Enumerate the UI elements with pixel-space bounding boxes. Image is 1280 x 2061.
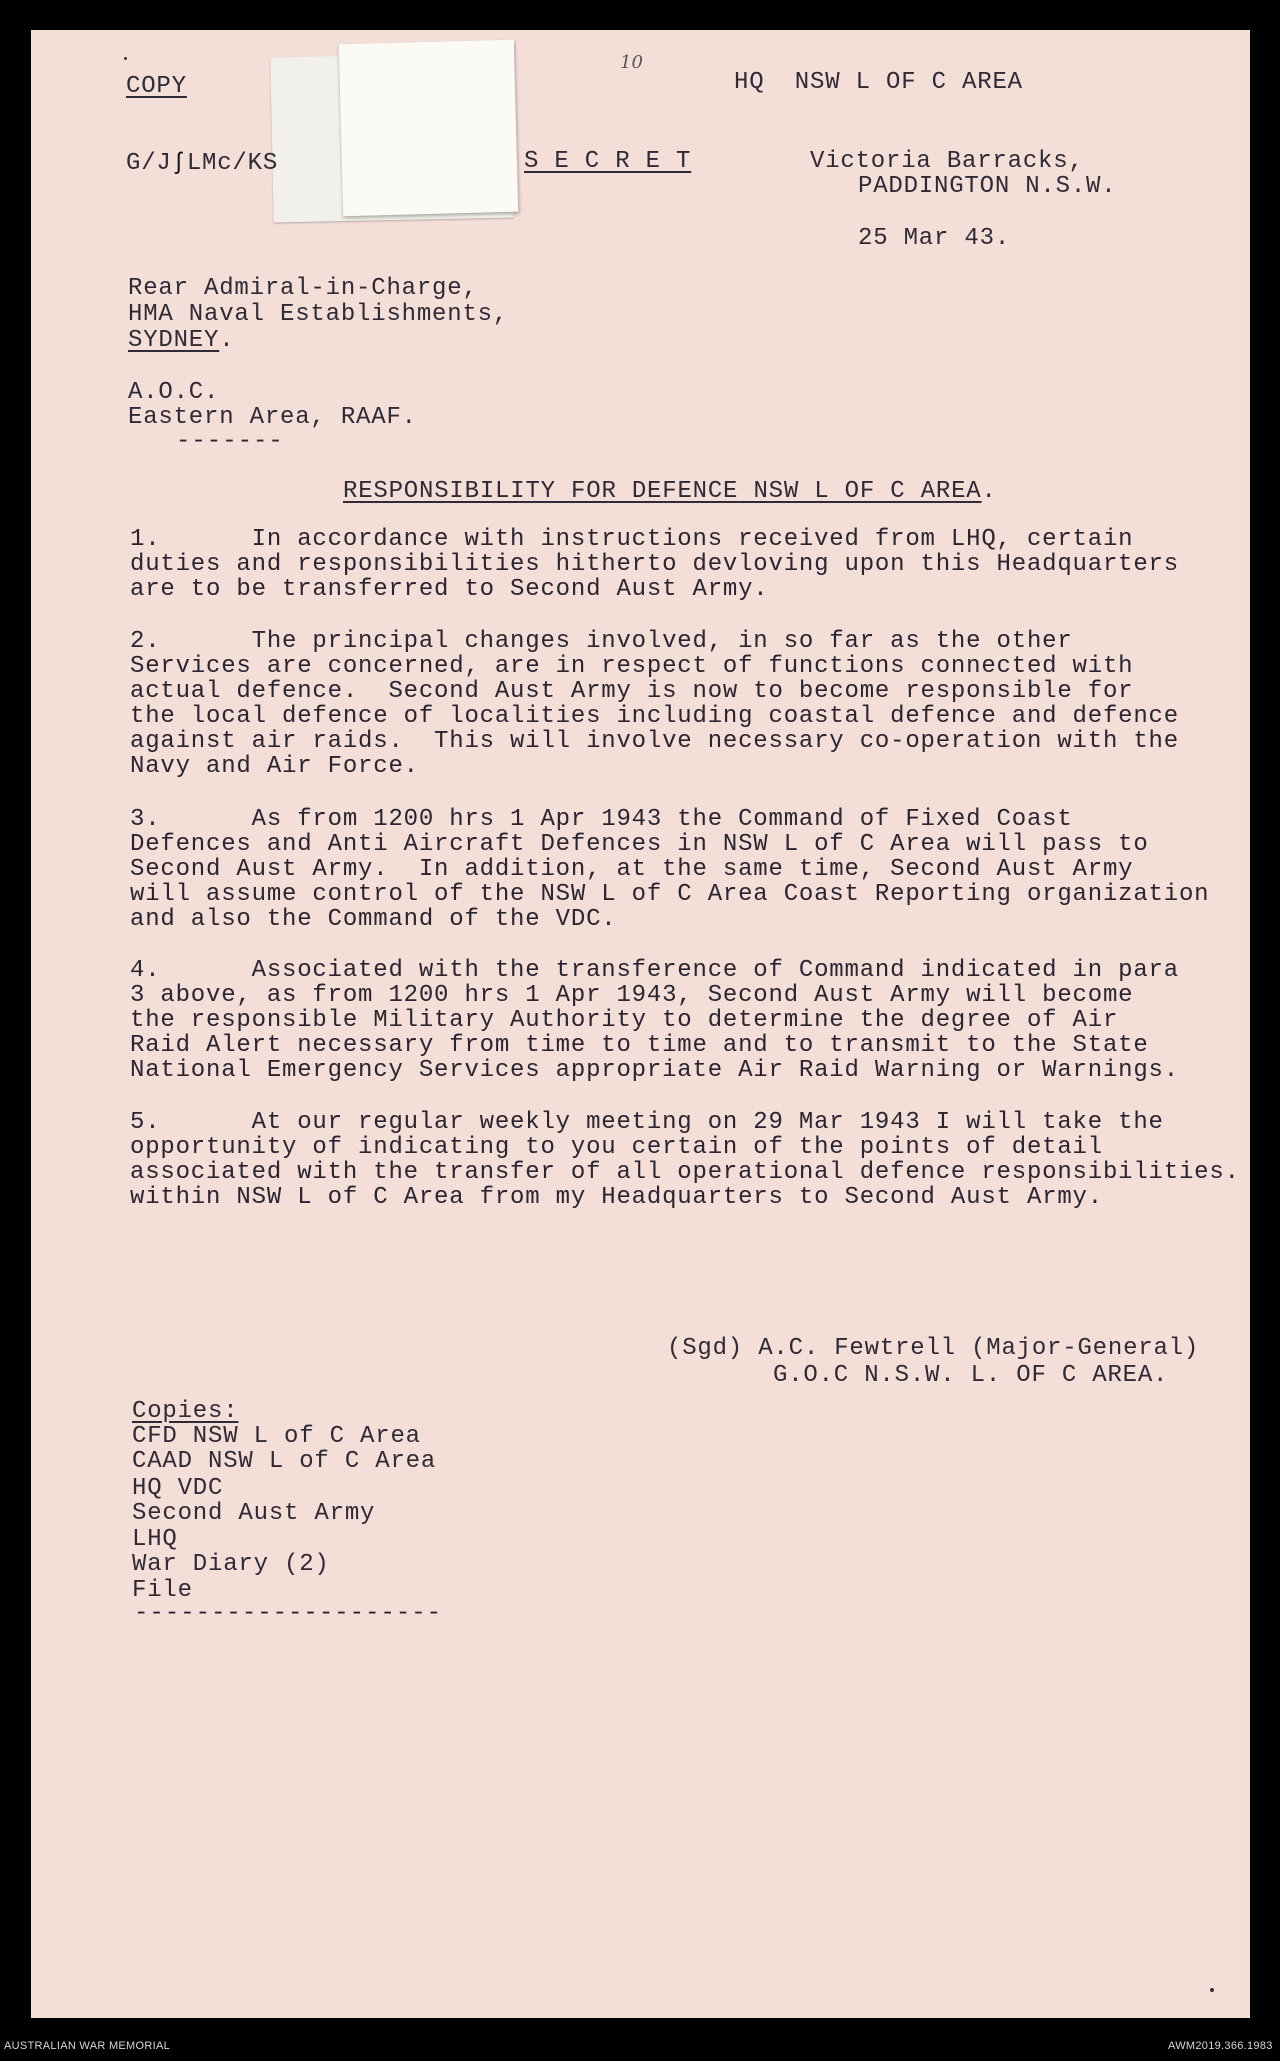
ink-speck [124,57,127,60]
file-reference: G/JʃLMc/KS [126,150,279,177]
paragraph-4: 4. Associated with the transference of Command indicated in para 3 above, as from 1200 hrs 1 Apr 1943, Second Aust Army will become the responsible Military Authority to determine the degree of Air Raid Alert necessary from time to time and to transmit to the State National Emergency Services appropriate Air Raid Warning or Warnings. [130,957,1179,1084]
headquarters-heading: HQ NSW L OF C AREA [734,69,1023,96]
copy-recipient: CFD NSW L of C Area [132,1423,421,1450]
paragraph-5: 5. At our regular weekly meeting on 29 Mar 1943 I will take the opportunity of indicating to you certain of the points of detail associated with the transfer of all operational defence responsibilities. within NSW L of C Area from my Headquarters to Second Aust Army. [130,1109,1240,1211]
attached-paper-tab [338,40,518,217]
signature-line: (Sgd) A.C. Fewtrell (Major-General) [667,1335,1200,1362]
recipient-1-title: Rear Admiral-in-Charge, [128,275,478,302]
footer-institution: AUSTRALIAN WAR MEMORIAL [4,2040,171,2052]
recipient-1-city: SYDNEY. [128,327,235,354]
paragraph-3: 3. As from 1200 hrs 1 Apr 1943 the Command of Fixed Coast Defences and Anti Aircraft Defences in NSW L of C Area will pass to Second Aust Army. In addition, at the same time, Second Aust Army will assume control of the NSW L of C Area Coast Reporting organization and also the Command of the VDC. [130,806,1210,933]
recipient-2-org: Eastern Area, RAAF. [128,404,417,431]
copies-heading: Copies: [132,1398,239,1425]
paragraph-1: 1. In accordance with instructions received from LHQ, certain duties and responsibilities hitherto devloving upon this Headquarters are to be transferred to Second Aust Army. [130,526,1179,603]
recipient-2-title: A.O.C. [128,379,220,406]
paragraph-2: 2. The principal changes involved, in so far as the other Services are concerned, are in respect of functions connected with actual defence. Second Aust Army is now to become responsible for the local defence of localities including coastal defence and defence against air raids. This will involve necessary co-operation with the Navy and Air Force. [130,628,1179,780]
copy-label: COPY [126,73,187,100]
document-date: 25 Mar 43. [858,225,1011,252]
copy-recipient: CAAD NSW L of C Area [132,1448,437,1475]
footer-accession-number: AWM2019.366.1983 [1168,2040,1273,2052]
security-classification: S E C R E T [524,148,692,175]
subject-heading: RESPONSIBILITY FOR DEFENCE NSW L OF C AREA. [343,478,997,505]
copy-recipient: LHQ [132,1526,178,1553]
copy-recipient: HQ VDC [132,1475,224,1502]
copies-end-rule: -------------------- [134,1600,443,1627]
address-line-1: Victoria Barracks, [810,148,1084,175]
copy-recipient: War Diary (2) [132,1551,330,1578]
ink-speck [1210,1988,1214,1992]
signature-title: G.O.C N.S.W. L. OF C AREA. [773,1362,1169,1389]
recipient-1-org: HMA Naval Establishments, [128,301,509,328]
recipient-separator: ------- [176,428,284,455]
address-line-2: PADDINGTON N.S.W. [858,173,1117,200]
copy-recipient: Second Aust Army [132,1500,376,1527]
copy-recipient: File [132,1577,193,1604]
handwritten-page-number: 10 [620,52,643,73]
